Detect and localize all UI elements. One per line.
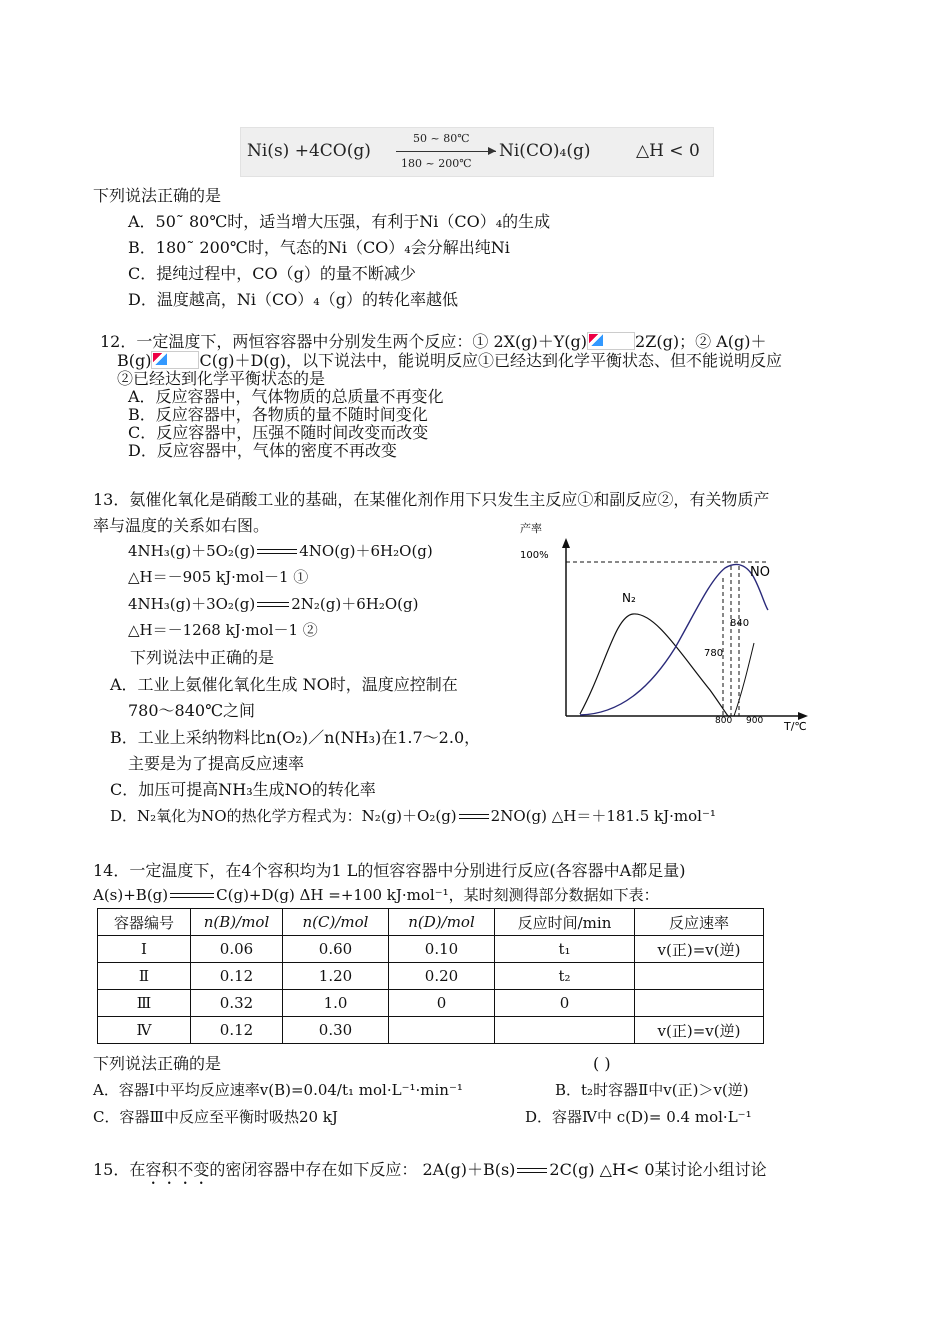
broken-image-icon [151, 351, 199, 369]
q11-option-b: B．180˜ 200℃时，气态的Ni（CO）₄会分解出纯Ni [128, 238, 510, 257]
q12-option-d: D．反应容器中，气体的密度不再改变 [128, 441, 397, 460]
q14-eq-left: A(s)+B(g) [93, 886, 169, 904]
q12-line2b: C(g)＋D(g)，以下说法中，能说明反应①已经达到化学平衡状态、但不能说明反应 [199, 351, 783, 370]
series-n2-curve [580, 614, 728, 716]
q13-stem: 下列说法中正确的是 [130, 648, 275, 667]
q13-option-d-right: 2NO(g) △H＝＋181.5 kJ·mol⁻¹ [490, 807, 716, 825]
table-cell [635, 963, 764, 990]
series-no-curve [580, 564, 768, 715]
q13-line1: 13．氨催化氧化是硝酸工业的基础，在某催化剂作用下只发生主反应①和副反应②，有关物质产 [93, 490, 770, 509]
y-axis-label: 产率 [520, 522, 542, 535]
q11-option-c: C．提纯过程中，CO（g）的量不断减少 [128, 264, 416, 283]
table-cell: v(正)=v(逆) [635, 936, 764, 963]
table-cell: 0.12 [191, 963, 283, 990]
q12-line1a: 12．一定温度下，两恒容容器中分别发生两个反应：① 2X(g)＋Y(g) [100, 332, 588, 351]
q14-answer-paren: ( ) [593, 1054, 611, 1073]
equilibrium-arrow-icon [168, 891, 216, 901]
table-cell: 0.20 [389, 963, 495, 990]
y-tick-100: 100% [520, 550, 549, 561]
q14-stem: 下列说法正确的是 [93, 1054, 222, 1073]
annotation-800: 800 [715, 716, 733, 726]
x-axis-arrow-icon [798, 712, 808, 720]
equation-arrow-head [488, 147, 496, 155]
col-time: 反应时间/min [495, 909, 635, 936]
q12-line2 [117, 351, 782, 371]
annotation-840: 840 [730, 618, 750, 629]
table-cell: 0 [389, 990, 495, 1017]
q13-option-c: C．加压可提高NH₃生成NO的转化率 [110, 780, 376, 799]
q11-option-d: D．温度越高，Ni（CO）₄（g）的转化率越低 [128, 290, 458, 309]
q12-line1 [100, 332, 766, 352]
q13-eq2-right: 2N₂(g)＋6H₂O(g) [291, 595, 419, 613]
q13-option-d-left: D．N₂氧化为NO的热化学方程式为：N₂(g)＋O₂(g) [110, 807, 457, 825]
table-cell: 1.20 [283, 963, 389, 990]
annotation-900: 900 [746, 716, 764, 726]
q11-stem: 下列说法正确的是 [93, 186, 222, 205]
q13-eq2-enthalpy: △H＝－1268 kJ·mol－1 ② [128, 621, 318, 639]
q14-option-a: A．容器Ⅰ中平均反应速率v(B)=0.04/t₁ mol·L⁻¹·min⁻¹ [93, 1081, 463, 1099]
q14-option-d: D．容器Ⅳ中 c(D)= 0.4 mol·L⁻¹ [525, 1108, 752, 1126]
col-nb: n(B)/mol [191, 909, 283, 936]
table-cell [389, 1017, 495, 1044]
q13-option-a1: A．工业上氨催化氧化生成 NO时，温度应控制在 [110, 675, 458, 694]
equation-condition-top: 50 ~ 80℃ [413, 132, 470, 145]
q14-equation [93, 886, 659, 905]
q13-eq1-left: 4NH₃(g)＋5O₂(g) [128, 542, 256, 560]
equation-arrow-line [396, 151, 496, 152]
y-axis-arrow-icon [562, 538, 570, 548]
table-cell: 0.10 [389, 936, 495, 963]
equation-image [240, 127, 714, 177]
table-cell: 0.06 [191, 936, 283, 963]
table-cell: Ⅰ [98, 936, 191, 963]
q14-line1: 14．一定温度下，在4个容积均为1 L的恒容容器中分别进行反应(各容器中A都足量) [93, 861, 686, 880]
equilibrium-arrow-icon [457, 812, 491, 822]
table-cell: Ⅲ [98, 990, 191, 1017]
q14-option-c: C．容器Ⅲ中反应至平衡时吸热20 kJ [93, 1108, 338, 1126]
table-cell [635, 990, 764, 1017]
series-n2-rise [734, 643, 754, 716]
q15-suffix: 2C(g) △H< 0某讨论小组讨论 [549, 1160, 767, 1179]
q15-prefix: 15．在 [93, 1160, 146, 1179]
q13-line2: 率与温度的关系如右图。 [93, 516, 270, 535]
equation-right: Ni(CO)₄(g) [499, 141, 591, 161]
table-cell: t₁ [495, 936, 635, 963]
col-nc: n(C)/mol [283, 909, 389, 936]
q11-option-a: A．50˜ 80℃时，适当增大压强，有利于Ni（CO）₄的生成 [128, 212, 551, 231]
q14-data-table [97, 908, 764, 1044]
q13-option-d [110, 807, 716, 826]
col-rate: 反应速率 [635, 909, 764, 936]
equilibrium-arrow-icon [515, 1166, 549, 1176]
col-nd: n(D)/mol [389, 909, 495, 936]
q12-option-a: A．反应容器中，气体物质的总质量不再变化 [128, 387, 444, 406]
q13-eq1-enthalpy: △H＝－905 kJ·mol－1 ① [128, 568, 309, 586]
equilibrium-arrow-icon [255, 547, 299, 557]
q13-equation1 [128, 542, 433, 561]
q13-eq1-right: 4NO(g)＋6H₂O(g) [299, 542, 433, 560]
q14-option-b: B．t₂时容器Ⅱ中v(正)＞v(逆) [555, 1081, 749, 1099]
series-no-label: NO [750, 565, 770, 580]
table-cell: 0.30 [283, 1017, 389, 1044]
broken-image-icon [587, 332, 635, 350]
x-axis-label: T/℃ [784, 720, 807, 733]
q12-option-c: C．反应容器中，压强不随时间改变而改变 [128, 423, 429, 442]
table-cell: 1.0 [283, 990, 389, 1017]
q13-eq2-left: 4NH₃(g)＋3O₂(g) [128, 595, 256, 613]
col-container: 容器编号 [98, 909, 191, 936]
q15-line [93, 1160, 767, 1188]
equation-enthalpy: △H < 0 [636, 141, 700, 161]
table-cell: 0.12 [191, 1017, 283, 1044]
table-cell: 0 [495, 990, 635, 1017]
table-row [98, 963, 764, 990]
q14-eq-right: C(g)+D(g) ΔH =+100 kJ·mol⁻¹，某时刻测得部分数据如下表： [216, 886, 659, 904]
table-row [98, 936, 764, 963]
q13-option-a2: 780～840℃之间 [128, 701, 255, 720]
equation-left: Ni(s) +4CO(g) [247, 141, 371, 161]
yield-temperature-chart [510, 518, 820, 738]
q13-equation2 [128, 595, 418, 614]
table-cell: 0.32 [191, 990, 283, 1017]
q12-line1b: 2Z(g)；② A(g)＋ [635, 332, 767, 351]
q13-option-b1: B．工业上采纳物料比n(O₂)／n(NH₃)在1.7～2.0， [110, 728, 481, 747]
table-cell [495, 1017, 635, 1044]
table-row [98, 990, 764, 1017]
equation-condition-bottom: 180 ~ 200℃ [401, 157, 472, 170]
q15-emphasis: 容积不变 [145, 1160, 210, 1179]
annotation-780: 780 [704, 648, 724, 659]
table-cell: 0.60 [283, 936, 389, 963]
q13-option-b2: 主要是为了提高反应速率 [128, 754, 305, 773]
q12-option-b: B．反应容器中，各物质的量不随时间变化 [128, 405, 428, 424]
q15-middle: 的密闭容器中存在如下反应： 2A(g)＋B(s) [209, 1160, 516, 1179]
q12-line2a: B(g) [117, 351, 152, 370]
table-cell: Ⅳ [98, 1017, 191, 1044]
equilibrium-arrow-icon [255, 600, 291, 610]
table-cell: t₂ [495, 963, 635, 990]
table-cell: v(正)=v(逆) [635, 1017, 764, 1044]
series-n2-label: N₂ [622, 591, 636, 605]
table-cell: Ⅱ [98, 963, 191, 990]
table-header-row [98, 909, 764, 936]
q12-line3: ②已经达到化学平衡状态的是 [117, 369, 326, 388]
table-row [98, 1017, 764, 1044]
